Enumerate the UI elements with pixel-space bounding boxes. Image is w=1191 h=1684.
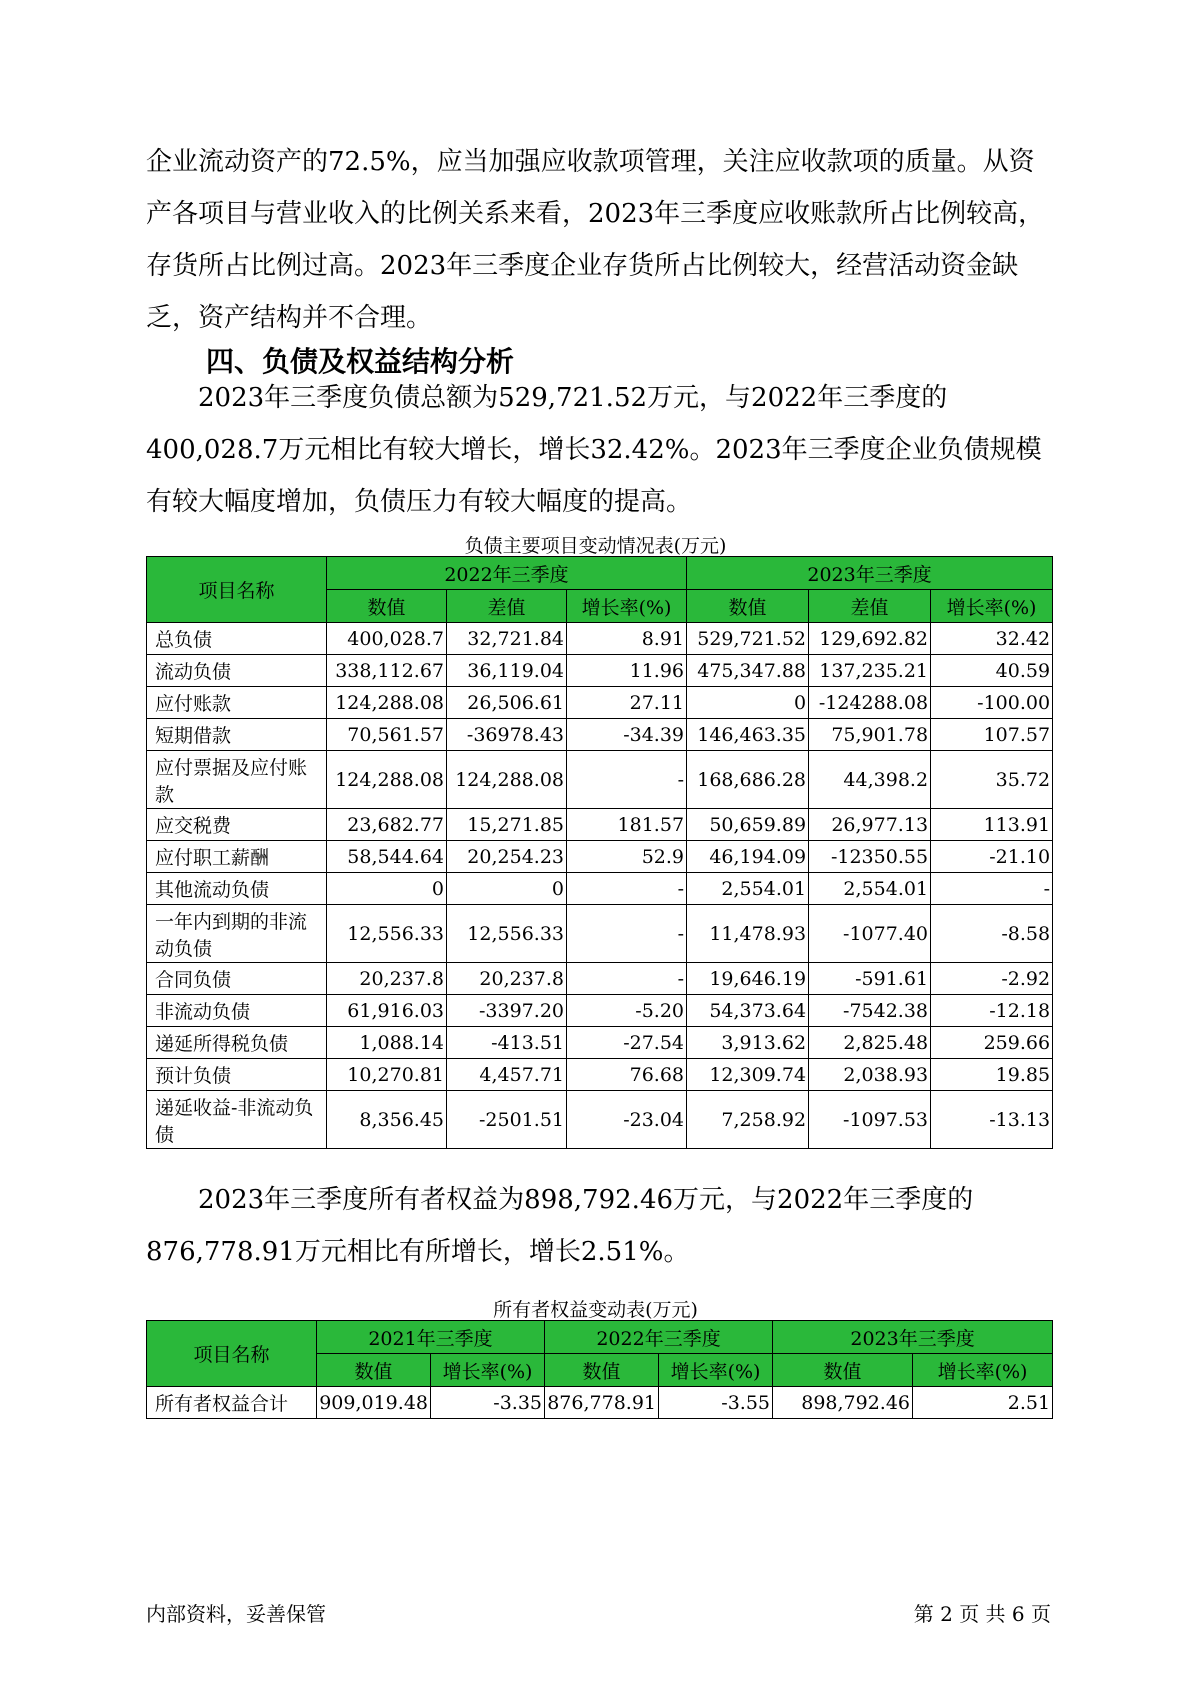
cell-diff: 0 [447, 873, 567, 905]
row-name: 应付职工薪酬 [147, 841, 327, 873]
cell-value: 8,356.45 [327, 1091, 447, 1149]
cell-value: 12,556.33 [327, 905, 447, 963]
cell-diff: 124,288.08 [447, 751, 567, 809]
row-name: 合同负债 [147, 963, 327, 995]
cell-diff: 26,506.61 [447, 687, 567, 719]
header-period-2021: 2021年三季度 [317, 1321, 545, 1354]
cell-diff: 4,457.71 [447, 1059, 567, 1091]
cell-rate: -27.54 [567, 1027, 687, 1059]
cell-rate: - [567, 751, 687, 809]
cell-rate: - [931, 873, 1053, 905]
table-row [147, 719, 1053, 751]
cell-value: 124,288.08 [327, 751, 447, 809]
cell-value: 50,659.89 [687, 809, 809, 841]
table-row [147, 751, 1053, 809]
equity-table [146, 1320, 1053, 1419]
liability-table-body [147, 623, 1053, 1149]
cell-diff: 15,271.85 [447, 809, 567, 841]
row-name: 应付账款 [147, 687, 327, 719]
cell-diff: 75,901.78 [809, 719, 931, 751]
cell-value: 168,686.28 [687, 751, 809, 809]
cell-diff: 137,235.21 [809, 655, 931, 687]
cell-diff: 129,692.82 [809, 623, 931, 655]
cell-rate: 259.66 [931, 1027, 1053, 1059]
header-value: 数值 [687, 590, 809, 623]
cell-rate: -13.13 [931, 1091, 1053, 1149]
cell-value: 12,309.74 [687, 1059, 809, 1091]
header-item-name: 项目名称 [147, 1321, 317, 1387]
table-row [147, 1091, 1053, 1149]
footer-confidential: 内部资料，妥善保管 [146, 1602, 326, 1626]
header-period-2022: 2022年三季度 [545, 1321, 773, 1354]
header-rate: 增长率(%) [431, 1354, 545, 1387]
cell-diff: -7542.38 [809, 995, 931, 1027]
cell-value: 3,913.62 [687, 1027, 809, 1059]
cell-diff: -1097.53 [809, 1091, 931, 1149]
cell-rate: 32.42 [931, 623, 1053, 655]
equity-table-caption: 所有者权益变动表(万元) [493, 1299, 698, 1321]
header-rate: 增长率(%) [567, 590, 687, 623]
cell-diff: 2,038.93 [809, 1059, 931, 1091]
cell-diff: 44,398.2 [809, 751, 931, 809]
cell-diff: -1077.40 [809, 905, 931, 963]
table-row [147, 995, 1053, 1027]
cell-rate: - [567, 905, 687, 963]
cell-value: 54,373.64 [687, 995, 809, 1027]
cell-diff: 20,254.23 [447, 841, 567, 873]
cell-value: 1,088.14 [327, 1027, 447, 1059]
header-rate: 增长率(%) [931, 590, 1053, 623]
cell-diff: 2,825.48 [809, 1027, 931, 1059]
table-row [147, 963, 1053, 995]
cell-diff: -36978.43 [447, 719, 567, 751]
liability-paragraph: 2023年三季度负债总额为529,721.52万元，与2022年三季度的400,028.7万元相比有较大增长，增长32.42%。2023年三季度企业负债规模有较大幅度增加，负债压力有较大幅度的提高。 [146, 383, 1042, 517]
cell-rate: - [567, 963, 687, 995]
header-rate: 增长率(%) [913, 1354, 1053, 1387]
cell-diff: -591.61 [809, 963, 931, 995]
cell-value: 2,554.01 [687, 873, 809, 905]
table-row [147, 623, 1053, 655]
cell-diff: 36,119.04 [447, 655, 567, 687]
footer-page-number: 第 2 页 共 6 页 [913, 1602, 1051, 1626]
cell-diff: -3397.20 [447, 995, 567, 1027]
cell-value: 909,019.48 [317, 1387, 431, 1419]
cell-value: 0 [687, 687, 809, 719]
row-name: 递延所得税负债 [147, 1027, 327, 1059]
intro-paragraph: 企业流动资产的72.5%，应当加强应收款项管理，关注应收款项的质量。从资产各项目与营业收入的比例关系来看，2023年三季度应收账款所占比例较高，存货所占比例过高。2023年三季度企业存货所占比例较大，经营活动资金缺乏，资产结构并不合理。 [146, 147, 1045, 333]
table-row [147, 841, 1053, 873]
header-value: 数值 [317, 1354, 431, 1387]
header-value: 数值 [773, 1354, 913, 1387]
row-name: 总负债 [147, 623, 327, 655]
cell-diff: 32,721.84 [447, 623, 567, 655]
row-name: 一年内到期的非流动负债 [147, 905, 327, 963]
cell-value: 7,258.92 [687, 1091, 809, 1149]
cell-rate: 113.91 [931, 809, 1053, 841]
cell-rate: 52.9 [567, 841, 687, 873]
cell-value: 61,916.03 [327, 995, 447, 1027]
table-row [147, 1059, 1053, 1091]
cell-rate: 2.51 [913, 1387, 1053, 1419]
cell-diff: -124288.08 [809, 687, 931, 719]
cell-value: 529,721.52 [687, 623, 809, 655]
row-name: 非流动负债 [147, 995, 327, 1027]
cell-diff: -2501.51 [447, 1091, 567, 1149]
cell-rate: 11.96 [567, 655, 687, 687]
cell-value: 0 [327, 873, 447, 905]
table-row [147, 873, 1053, 905]
cell-rate: -100.00 [931, 687, 1053, 719]
header-period-2022: 2022年三季度 [327, 557, 687, 590]
cell-diff: 2,554.01 [809, 873, 931, 905]
cell-value: 11,478.93 [687, 905, 809, 963]
cell-value: 876,778.91 [545, 1387, 659, 1419]
cell-rate: -23.04 [567, 1091, 687, 1149]
table-row [147, 1387, 1053, 1419]
header-diff: 差值 [809, 590, 931, 623]
cell-rate: 19.85 [931, 1059, 1053, 1091]
cell-rate: -3.55 [659, 1387, 773, 1419]
row-name: 所有者权益合计 [147, 1387, 317, 1419]
liability-table-caption: 负债主要项目变动情况表(万元) [464, 535, 727, 557]
cell-rate: -3.35 [431, 1387, 545, 1419]
cell-value: 400,028.7 [327, 623, 447, 655]
cell-rate: 8.91 [567, 623, 687, 655]
table-row [147, 1027, 1053, 1059]
cell-value: 58,544.64 [327, 841, 447, 873]
cell-diff: -12350.55 [809, 841, 931, 873]
cell-value: 46,194.09 [687, 841, 809, 873]
header-rate: 增长率(%) [659, 1354, 773, 1387]
table-row [147, 655, 1053, 687]
row-name: 短期借款 [147, 719, 327, 751]
cell-value: 146,463.35 [687, 719, 809, 751]
row-name: 递延收益-非流动负债 [147, 1091, 327, 1149]
cell-rate: -5.20 [567, 995, 687, 1027]
cell-rate: 107.57 [931, 719, 1053, 751]
cell-rate: 181.57 [567, 809, 687, 841]
cell-diff: 26,977.13 [809, 809, 931, 841]
table-row [147, 905, 1053, 963]
cell-value: 10,270.81 [327, 1059, 447, 1091]
cell-rate: - [567, 873, 687, 905]
equity-paragraph: 2023年三季度所有者权益为898,792.46万元，与2022年三季度的876,778.91万元相比有所增长，增长2.51%。 [146, 1185, 974, 1267]
row-name: 应付票据及应付账款 [147, 751, 327, 809]
cell-value: 70,561.57 [327, 719, 447, 751]
header-diff: 差值 [447, 590, 567, 623]
cell-value: 19,646.19 [687, 963, 809, 995]
cell-rate: 76.68 [567, 1059, 687, 1091]
cell-rate: -8.58 [931, 905, 1053, 963]
section-heading: 四、负债及权益结构分析 [206, 345, 515, 378]
row-name: 预计负债 [147, 1059, 327, 1091]
header-value: 数值 [545, 1354, 659, 1387]
table-row [147, 809, 1053, 841]
table-row [147, 687, 1053, 719]
cell-value: 338,112.67 [327, 655, 447, 687]
row-name: 其他流动负债 [147, 873, 327, 905]
cell-diff: 20,237.8 [447, 963, 567, 995]
cell-value: 20,237.8 [327, 963, 447, 995]
row-name: 流动负债 [147, 655, 327, 687]
cell-rate: 27.11 [567, 687, 687, 719]
header-period-2023: 2023年三季度 [687, 557, 1053, 590]
cell-rate: 35.72 [931, 751, 1053, 809]
header-item-name: 项目名称 [147, 557, 327, 623]
cell-rate: -12.18 [931, 995, 1053, 1027]
cell-value: 475,347.88 [687, 655, 809, 687]
row-name: 应交税费 [147, 809, 327, 841]
cell-rate: -2.92 [931, 963, 1053, 995]
cell-diff: -413.51 [447, 1027, 567, 1059]
header-value: 数值 [327, 590, 447, 623]
liability-table [146, 556, 1053, 1149]
cell-value: 124,288.08 [327, 687, 447, 719]
cell-diff: 12,556.33 [447, 905, 567, 963]
cell-rate: -21.10 [931, 841, 1053, 873]
cell-value: 898,792.46 [773, 1387, 913, 1419]
cell-rate: 40.59 [931, 655, 1053, 687]
cell-value: 23,682.77 [327, 809, 447, 841]
header-period-2023: 2023年三季度 [773, 1321, 1053, 1354]
cell-rate: -34.39 [567, 719, 687, 751]
